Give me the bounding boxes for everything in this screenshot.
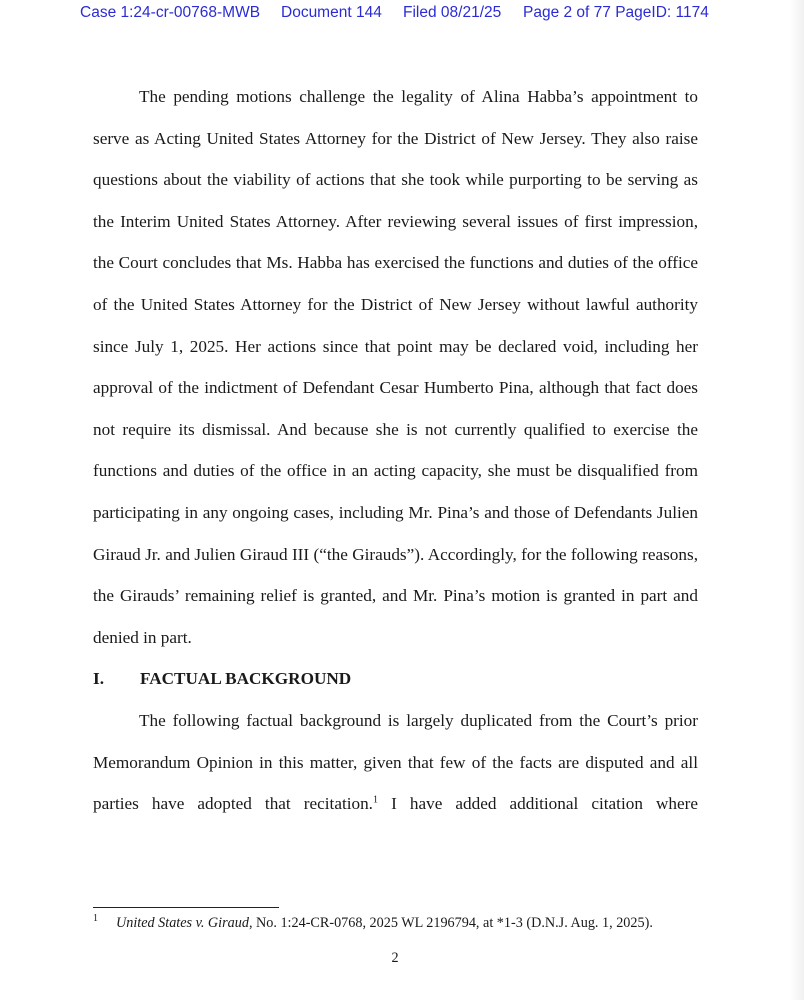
footnote-case-name: United States v. Giraud [116,915,249,931]
section-title: FACTUAL BACKGROUND [140,669,352,689]
footnote-reference[interactable]: 1 [372,794,378,806]
paragraph-background-continued: I have added additional citation where [377,794,698,814]
paragraph-background-text: The following factual background is largely duplicated from the Court’s prior Memorandum Opinion in this matter, given that few of the facts are disputed and all parties have adopted that recitation. [93,710,698,814]
page-edge-shadow [790,0,804,1000]
page-number: 2 [391,950,399,966]
page-id: Page 2 of 77 PageID: 1174 [523,4,709,21]
paragraph-background [93,700,698,825]
footnote-divider [93,907,279,908]
ecf-header [80,4,720,24]
opinion-body [93,76,698,825]
section-heading [93,658,698,700]
section-number: I. [93,669,104,689]
footnote-citation: , No. 1:24-CR-0768, 2025 WL 2196794, at *1-3 (D.N.J. Aug. 1, 2025). [248,915,653,931]
footnote: 1 United States v. Giraud, No. 1:24-CR-0768, 2025 WL 2196794, at *1-3 (D.N.J. Aug. 1, 2025). [93,913,653,931]
paragraph-intro: The pending motions challenge the legality of Alina Habba’s appointment to serve as Acting United States Attorney for the District of New Jersey. They also raise questions about the viability of actions that she took while purporting to be serving as the Interim United States Attorney. After reviewing several issues of first impression, the Court concludes that Ms. Habba has exercised the functions and duties of the office of the United States Attorney for the District of New Jersey without lawful authority since July 1, 2025. Her actions since that point may be declared void, including her approval of the indictment of Defendant Cesar Humberto Pina, although that fact does not require its dismissal. And because she is not currently qualified to exercise the functions and duties of the office in an acting capacity, she must be disqualified from participating in any ongoing cases, including Mr. Pina’s and those of Defendants Julien Giraud Jr. and Julien Giraud III (“the Girauds”). Accordingly, for the following reasons, the Girauds’ remaining relief is granted, and Mr. Pina’s motion is granted in part and denied in part. [93,87,698,647]
document-number: Document 144 [281,4,382,21]
case-number: Case 1:24-cr-00768-MWB [80,4,261,21]
filed-date: Filed 08/21/25 [403,4,502,21]
